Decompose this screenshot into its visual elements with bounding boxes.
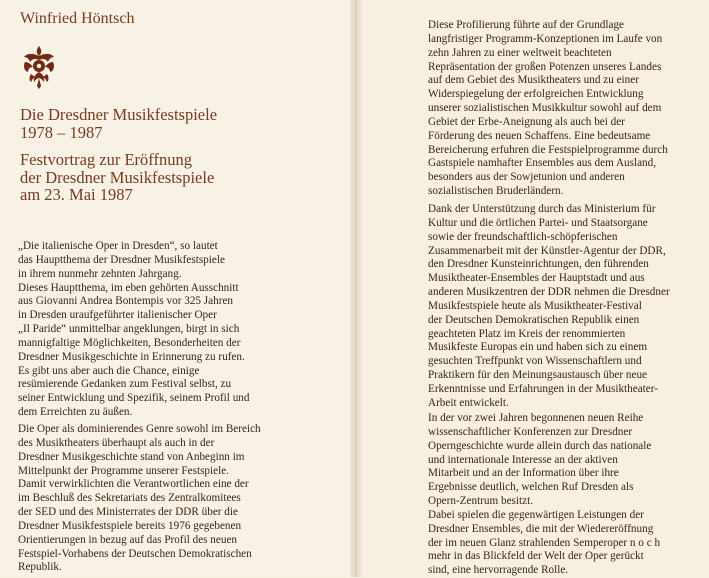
- text-line: in ihrem nunmehr zehnten Jahrgang.: [18, 267, 182, 280]
- text-line: Festspiel-Vorhabens der Deutschen Demokratischen: [18, 547, 252, 560]
- text-line: Erkenntnisse und Erfahrungen in der Musiktheater-: [428, 382, 658, 395]
- text-line: Dresdner Ensembles, die mit der Wiedereröffnung: [428, 522, 654, 535]
- text-line: sind, eine hervorragende Rolle.: [428, 564, 569, 577]
- text-line: Damit verwirklichten die Verantwortlichen eine der: [18, 478, 249, 491]
- text-line: in Dresden uraufgeführter italienischer Oper: [18, 309, 217, 322]
- text-line: Arbeit entwickelt.: [428, 396, 509, 409]
- text-line: mannigfaltige Möglichkeiten, Besonderheiten der: [18, 336, 241, 349]
- text-line: Dank der Unterstützung durch das Ministerium für: [428, 203, 656, 215]
- text-line: Dresdner Musikgeschichte stand von Anbeginn im: [18, 450, 245, 463]
- text-line: geachteten Platz im Kreis der renommierten: [428, 327, 626, 340]
- text-line: mehr in das Blickfeld der Welt der Oper gerückt: [428, 550, 644, 563]
- text-line: „Il Paride“ unmittelbar angeklungen, birgt in sich: [18, 323, 240, 336]
- text-line: der Deutschen Demokratischen Republik einen: [428, 313, 640, 326]
- text-line: den Dresdner Kunsteinrichtungen, den führenden: [428, 258, 649, 271]
- text-line: Opern-Zentrum besitzt.: [428, 495, 534, 508]
- text-line: besonders aus der Sowjetunion und anderen: [428, 171, 625, 184]
- text-line: Dresdner Musikfestspiele bereits 1976 gegebenen: [18, 519, 242, 532]
- text-line: „Die italienische Oper in Dresden“, so lautet: [18, 240, 218, 252]
- text-line: Diese Profilierung führte auf der Grundlage: [428, 19, 625, 31]
- author-name: Winfried Höntsch: [20, 10, 135, 27]
- text-line: Republik.: [18, 561, 62, 574]
- text-line: Förderung des neuen Schaffens. Eine bedeutsame: [428, 129, 651, 142]
- text-line: Bereicherung erfuhren die Festspielprogramme durch: [428, 143, 668, 156]
- text-line: seiner Entwicklung und Spezifik, seinem Profil und: [18, 392, 250, 405]
- text-line: Praktikern für den Meinungsaustausch über neue: [428, 369, 648, 382]
- text-line: Die Oper als dominierendes Genre sowohl im Bereich: [18, 423, 261, 435]
- page-fold: [350, 0, 362, 577]
- subtitle-line: Festvortrag zur Eröffnung: [20, 150, 192, 169]
- text-line: Kultur und die örtlichen Partei- und Staatsorgane: [428, 216, 648, 229]
- text-line: Operngeschichte wurde allein durch das nationale: [428, 439, 652, 452]
- text-line: In der vor zwei Jahren begonnenen neuen Reihe: [428, 412, 644, 424]
- text-line: unserer sozialistischen Musikkultur sowohl auf dem: [428, 102, 662, 115]
- text-line: Dieses Hauptthema, im eben gehörten Ausschnitt: [18, 281, 239, 294]
- text-line: im Beschluß des Sekretariats des Zentralkomitees: [18, 492, 241, 505]
- right-paragraph-2: [428, 203, 670, 411]
- text-line: Dresdner Musikgeschichte in Erinnerung zu rufen.: [18, 350, 245, 363]
- text-line: Dabei spielen die gegenwärtigen Leistungen der: [428, 508, 644, 521]
- floral-ornament-icon: [21, 44, 57, 90]
- text-line: Musikfestspiele heute als Musiktheater-Festival: [428, 299, 642, 312]
- text-line: Gastspiele namhafter Ensembles aus dem Ausland,: [428, 157, 657, 170]
- text-line: langfristiger Programm-Konzeptionen im Laufe von: [428, 32, 663, 45]
- text-line: dem Erreichten zu äußen.: [18, 406, 133, 419]
- text-line: sozialistischen Bruderländern.: [428, 185, 564, 198]
- text-line: das Hauptthema der Dresdner Musikfestspiele: [18, 253, 225, 266]
- text-line: resümierende Gedanken zum Festival selbst, zu: [18, 378, 232, 391]
- text-line: Repräsentation der großen Potenzen unseres Landes: [428, 60, 662, 73]
- text-line: Gebiet der Erbe-Aneignung als auch bei der: [428, 115, 625, 128]
- title-years: 1978 – 1987: [20, 122, 103, 142]
- text-line: und internationale Interesse an der aktiven: [428, 453, 618, 466]
- text-line: Zusammenarbeit mit der Künstler-Agentur der DDR,: [428, 244, 666, 257]
- text-line: zehn Jahren zu einer weltweit beachteten: [428, 46, 612, 59]
- text-line: wissenschaftlicher Konferenzen zur Dresdner: [428, 425, 633, 438]
- text-line: gesuchten Treffpunkt von Wissenschaftlern und: [428, 355, 642, 368]
- text-line: Musiktheater-Ensembles der Hauptstadt und aus: [428, 272, 645, 285]
- text-line: aus Giovanni Andrea Bontempis vor 325 Jahren: [18, 295, 234, 308]
- text-line: anderen Musikzentren der DDR nehmen die Dresdner: [428, 286, 670, 299]
- text-line: der im neuen Glanz strahlenden Semperoper n o c h: [428, 536, 661, 549]
- right-paragraph-3: [428, 412, 660, 578]
- text-line: Mitarbeit und an der Information über ihre: [428, 467, 619, 480]
- text-line: sowie der freundschaftlich-schöpferischen: [428, 230, 618, 243]
- text-line: Widerspiegelung der erfolgreichen Entwicklung: [428, 88, 644, 101]
- title-block: [20, 106, 217, 204]
- text-line: auf dem Gebiet des Musiktheaters und zu einer: [428, 74, 639, 87]
- left-paragraph-1: [18, 240, 249, 420]
- title-line: Die Dresdner Musikfestspiele: [20, 105, 218, 124]
- text-line: der SED und des Ministerrates der DDR über die: [18, 506, 238, 519]
- left-paragraph-2: [18, 423, 261, 575]
- text-line: Es gibt uns aber auch die Chance, einige: [18, 364, 200, 377]
- text-line: des Musiktheaters überhaupt als auch in der: [18, 436, 215, 449]
- text-line: Mittelpunkt der Programme unserer Festspiele.: [18, 464, 229, 477]
- right-paragraph-1: [428, 19, 668, 199]
- text-line: Orientierungen in bezug auf das Profil des neuen: [18, 533, 238, 546]
- subtitle-line: am 23. Mai 1987: [20, 185, 133, 204]
- text-line: Musikfeste Europas ein und haben sich zu einem: [428, 341, 648, 354]
- subtitle-line: der Dresdner Musikfestspiele: [20, 167, 215, 187]
- text-line: Ergebnisse deutlich, welchen Ruf Dresden als: [428, 481, 634, 494]
